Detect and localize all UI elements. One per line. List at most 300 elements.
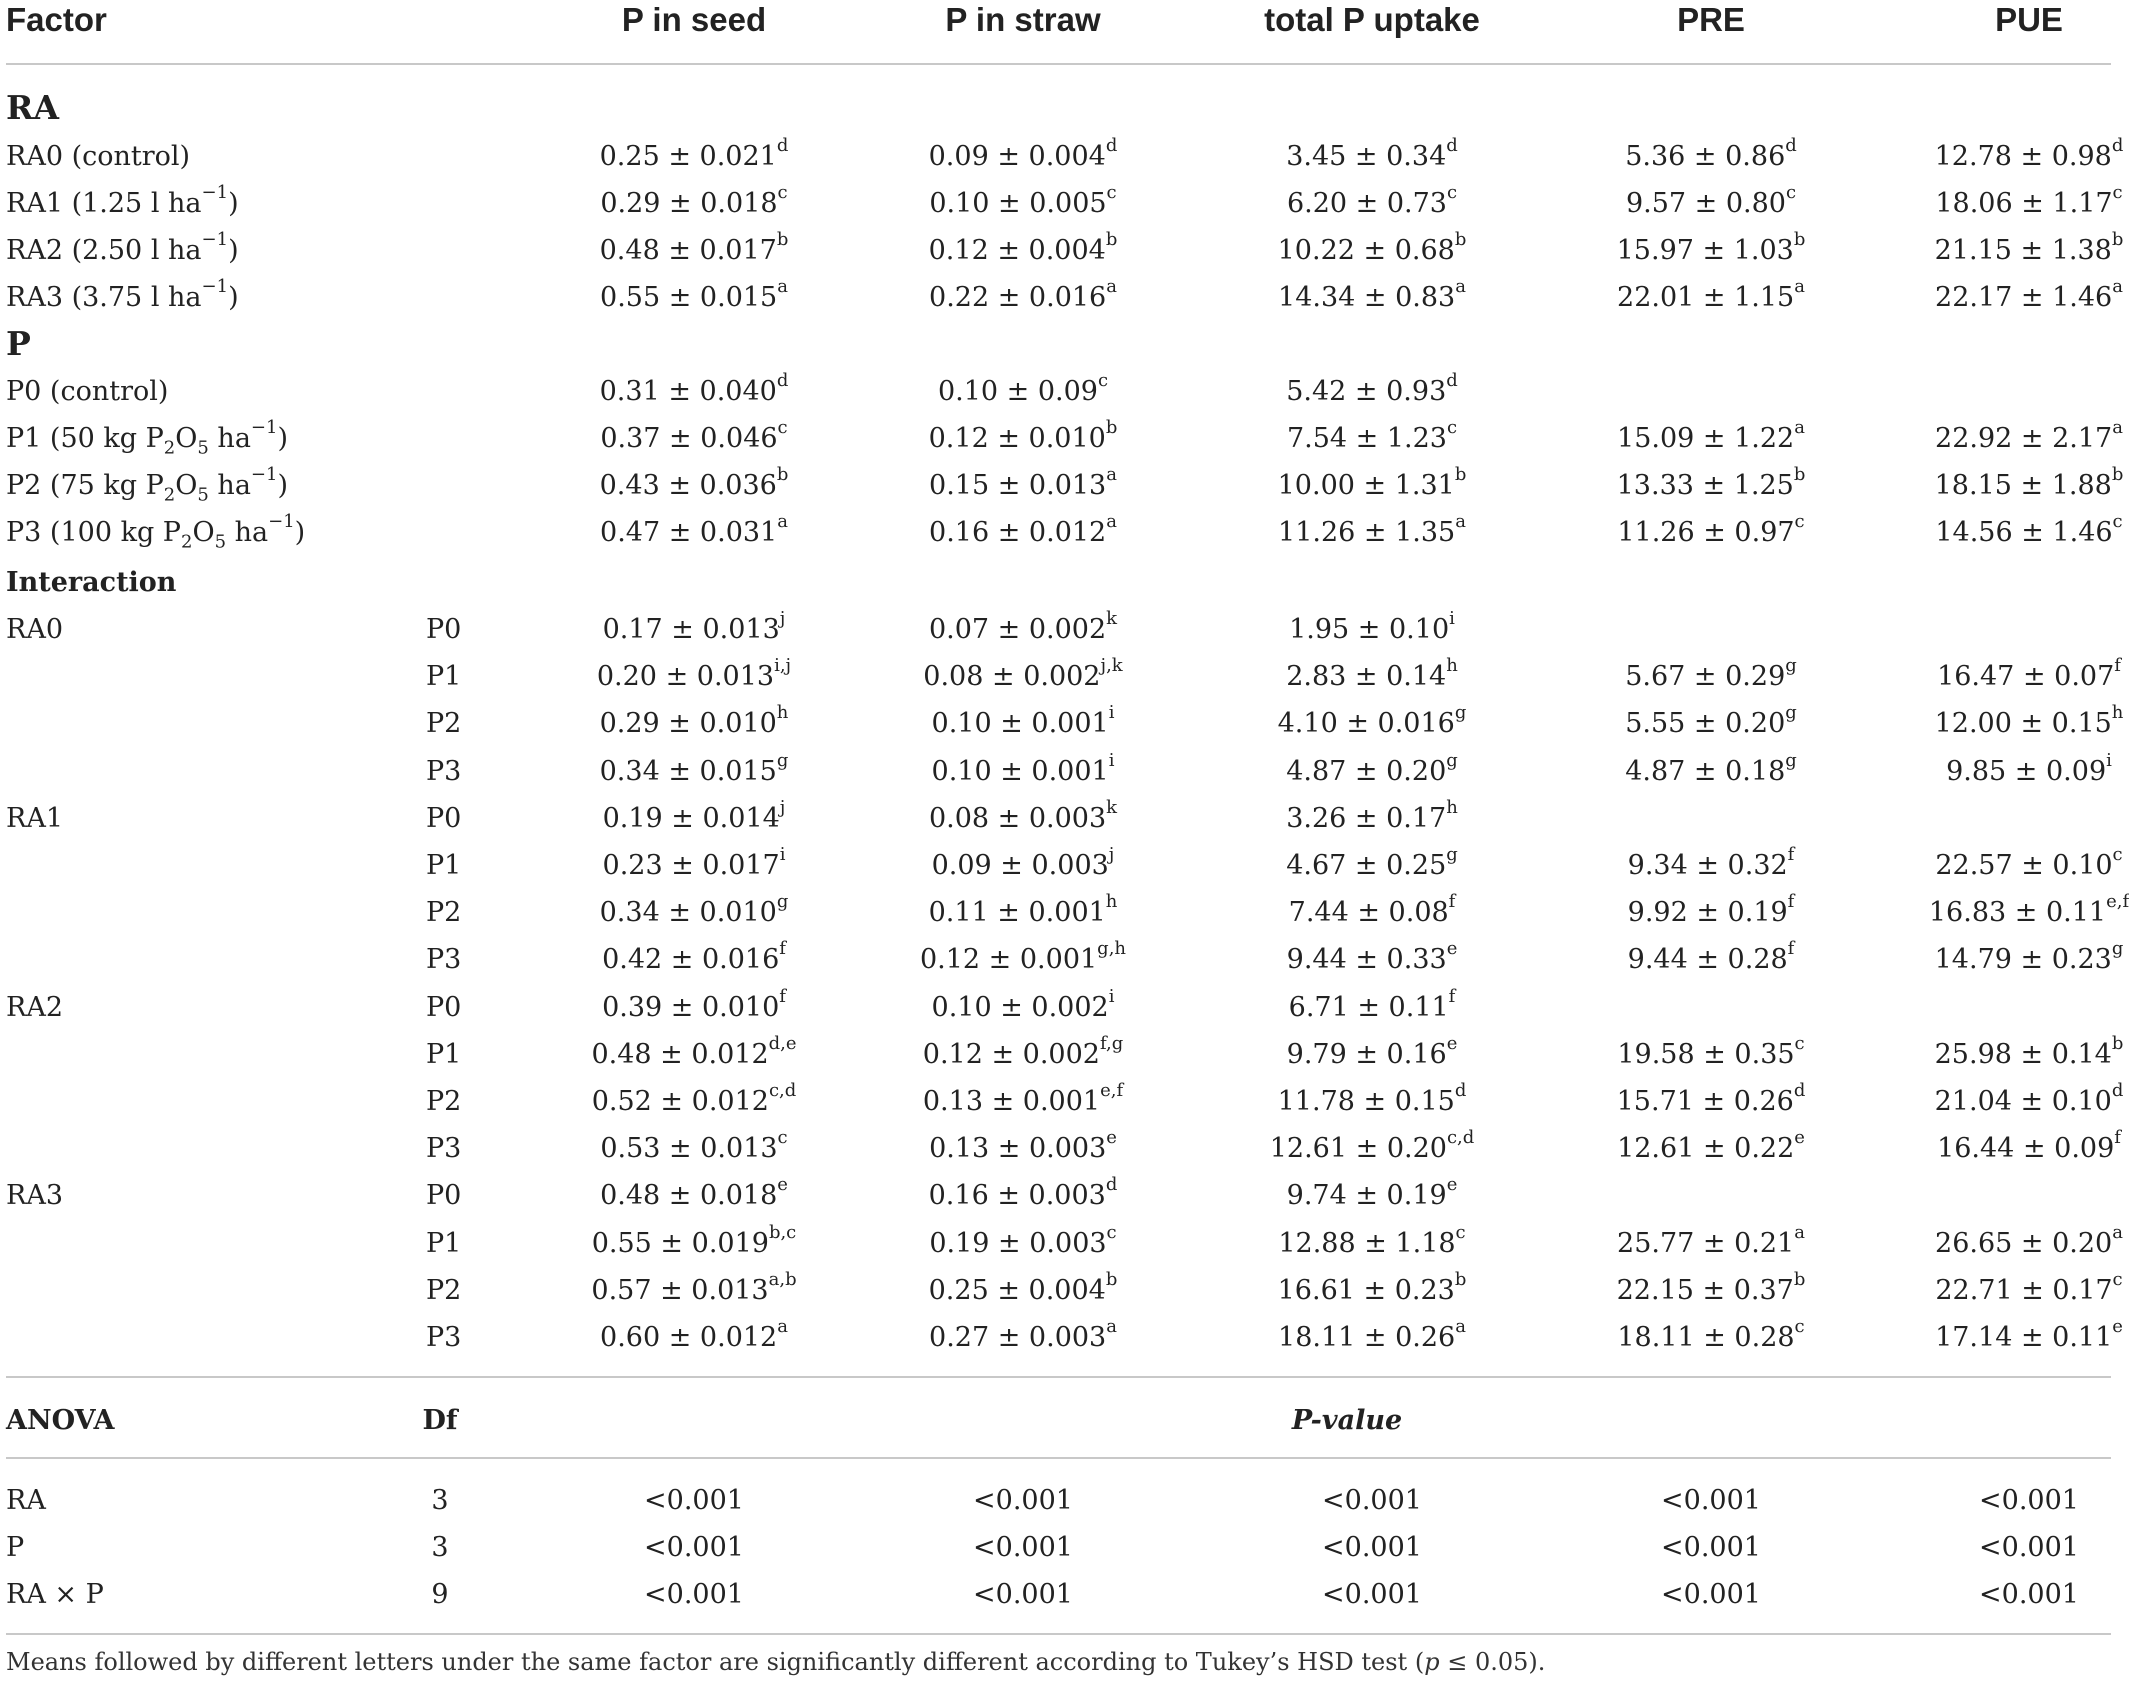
cell-total — [1286, 133, 1458, 180]
cell-pue — [1935, 509, 2122, 556]
interaction-row — [0, 842, 2123, 889]
value: 0.22 ± 0.016 — [929, 282, 1107, 313]
cell-straw — [932, 984, 1115, 1031]
label-text-mid: O — [175, 423, 198, 454]
value: 16.47 ± 0.07 — [1937, 661, 2115, 693]
value: 10.22 ± 0.68 — [1277, 235, 1455, 266]
significance-letter: j — [1108, 844, 1115, 865]
significance-letter: d — [1446, 135, 1458, 156]
anova-pvalue-total: <0.001 — [1322, 1485, 1422, 1516]
row-label — [6, 133, 190, 180]
cell-pue — [1935, 700, 2124, 747]
cell-total — [1278, 274, 1466, 321]
ra-level: RA2 — [6, 991, 64, 1023]
cell-pue — [1935, 180, 2122, 227]
cell-pre — [1626, 180, 1796, 227]
significance-letter: e — [1794, 1127, 1805, 1149]
cell-seed — [592, 1220, 797, 1267]
cell-seed — [592, 1078, 797, 1125]
cell-total — [1278, 462, 1467, 509]
bottom-rule — [6, 1633, 2111, 1635]
footnote-text-end: ≤ 0.05). — [1439, 1648, 1546, 1676]
value: 0.29 ± 0.010 — [599, 708, 777, 740]
significance-letter: d — [2111, 135, 2124, 156]
p-level: P0 — [426, 1180, 462, 1212]
cell-straw — [929, 509, 1117, 556]
significance-letter: j — [779, 608, 786, 629]
cell-total — [1287, 415, 1457, 462]
value: 0.08 ± 0.002 — [923, 661, 1101, 693]
header-pue: PUE — [1995, 1, 2063, 38]
cell-pre — [1617, 274, 1805, 321]
significance-letter: i,j — [774, 655, 792, 677]
anova-source: RA — [6, 1485, 46, 1516]
cell-pue — [1929, 889, 2129, 936]
value: 4.67 ± 0.25 — [1286, 850, 1447, 881]
cell-total — [1278, 1220, 1465, 1267]
value: 7.54 ± 1.23 — [1286, 423, 1447, 454]
p-row — [0, 415, 2123, 462]
value: 12.61 ± 0.22 — [1617, 1133, 1795, 1165]
significance-letter: f,g — [1099, 1032, 1124, 1054]
anova-source: P — [6, 1532, 25, 1563]
interaction-row — [0, 1314, 2123, 1361]
cell-seed — [603, 795, 786, 842]
row-label — [6, 509, 305, 556]
significance-letter: g,h — [1097, 938, 1127, 960]
significance-letter: f — [779, 985, 786, 1007]
value: 0.15 ± 0.013 — [929, 470, 1107, 501]
value: 0.12 ± 0.001 — [919, 944, 1098, 976]
label-text: P2 (75 kg P — [6, 470, 164, 501]
cell-seed — [600, 1314, 788, 1361]
ra-row — [0, 274, 2123, 321]
cell-pue — [1935, 1031, 2124, 1078]
value: 4.10 ± 0.016 — [1277, 708, 1455, 740]
significance-letter: d — [1785, 135, 1797, 156]
label-text-tail: ha — [226, 517, 269, 548]
significance-letter: e — [1446, 938, 1458, 960]
anova-row — [0, 1571, 2117, 1618]
interaction-row — [0, 653, 2121, 700]
significance-letter: b — [2111, 1032, 2124, 1054]
label-text: P3 (100 kg P — [6, 517, 181, 548]
cell-straw — [929, 180, 1116, 227]
label-subscript: 5 — [214, 531, 227, 553]
value: 22.17 ± 1.46 — [1935, 282, 2113, 313]
anova-df: 9 — [431, 1579, 449, 1610]
value: 14.79 ± 0.23 — [1934, 944, 2112, 976]
value: 22.71 ± 0.17 — [1935, 1274, 2113, 1306]
significance-letter: h — [2111, 702, 2124, 724]
cell-pre — [1628, 842, 1795, 889]
value: 0.13 ± 0.003 — [929, 1133, 1107, 1165]
cell-pre — [1617, 1031, 1804, 1078]
p-level: P1 — [426, 1227, 462, 1259]
header-p-in-seed: P in seed — [621, 1, 767, 38]
significance-letter: b — [1454, 229, 1467, 250]
anova-pvalue-pre: <0.001 — [1661, 1579, 1761, 1610]
interaction-row — [0, 936, 2124, 983]
value: 16.83 ± 0.11 — [1928, 897, 2107, 929]
significance-letter: b — [1105, 1268, 1118, 1290]
significance-letter: a — [2112, 276, 2123, 297]
significance-letter: a — [1794, 417, 1805, 438]
cell-total — [1278, 700, 1467, 747]
label-text-mid: O — [192, 517, 215, 548]
cell-pre — [1617, 415, 1805, 462]
value: 0.12 ± 0.004 — [928, 235, 1106, 266]
significance-letter: g — [1446, 749, 1458, 771]
cell-pue — [1935, 415, 2123, 462]
anova-pvalue-pre: <0.001 — [1661, 1532, 1761, 1563]
significance-letter: f — [1448, 891, 1456, 913]
value: 11.26 ± 1.35 — [1278, 517, 1456, 548]
interaction-row — [0, 889, 2129, 936]
cell-seed — [600, 180, 787, 227]
value: 0.43 ± 0.036 — [599, 470, 777, 501]
anova-pvalue-pue: <0.001 — [1979, 1579, 2079, 1610]
significance-letter: f — [1787, 938, 1795, 960]
cell-straw — [923, 1031, 1123, 1078]
cell-straw — [929, 227, 1118, 274]
significance-letter: b — [776, 229, 789, 250]
cell-pre — [1617, 1220, 1805, 1267]
significance-letter: e — [2112, 1316, 2123, 1337]
value: 0.29 ± 0.018 — [600, 188, 778, 219]
cell-pue — [1935, 842, 2122, 889]
cell-seed — [600, 368, 789, 415]
cell-straw — [932, 700, 1115, 747]
cell-total — [1278, 227, 1467, 274]
header-factor: Factor — [6, 1, 107, 38]
significance-letter: a — [777, 511, 788, 532]
label-superscript: −1 — [201, 229, 229, 250]
interaction-row — [0, 795, 2117, 842]
significance-letter: c — [2112, 182, 2123, 203]
value: 18.11 ± 0.28 — [1617, 1322, 1795, 1353]
significance-letter: a — [2112, 417, 2123, 438]
ra-row — [0, 180, 2123, 227]
label-superscript: −1 — [201, 182, 229, 203]
significance-letter: i — [779, 844, 786, 865]
ra-level: RA0 — [6, 614, 64, 645]
significance-letter: c — [1785, 182, 1797, 203]
significance-letter: a — [777, 276, 788, 297]
value: 0.34 ± 0.010 — [599, 897, 777, 929]
significance-letter: c — [2112, 1268, 2123, 1290]
significance-letter: b — [1454, 464, 1467, 485]
cell-seed — [602, 936, 786, 983]
interaction-row — [0, 1078, 2124, 1125]
p-level: P3 — [426, 1133, 462, 1165]
p-level: P2 — [426, 1086, 462, 1117]
value: 6.20 ± 0.73 — [1286, 188, 1447, 219]
value: 0.57 ± 0.013 — [591, 1274, 769, 1306]
label-text-tail: ha — [208, 423, 251, 454]
row-label — [6, 227, 239, 274]
p-level: P1 — [426, 1038, 462, 1070]
cell-straw — [929, 1125, 1117, 1172]
cell-straw — [929, 889, 1118, 936]
significance-letter: k — [1106, 796, 1118, 818]
significance-letter: a — [1455, 511, 1466, 532]
cell-total — [1286, 368, 1458, 415]
significance-letter: a — [1106, 1316, 1117, 1337]
significance-letter: c — [1794, 1032, 1805, 1054]
significance-letter: e — [1106, 1127, 1117, 1149]
significance-letter: i — [2106, 749, 2112, 771]
interaction-row — [0, 984, 2117, 1031]
value: 0.55 ± 0.015 — [600, 282, 778, 313]
anova-row — [0, 1477, 2117, 1524]
value: 16.44 ± 0.09 — [1937, 1133, 2115, 1165]
significance-letter: d — [1446, 370, 1458, 391]
value: 18.15 ± 1.88 — [1934, 470, 2112, 501]
cell-pue — [1935, 1078, 2124, 1125]
value: 0.07 ± 0.002 — [928, 614, 1107, 645]
significance-letter: c — [2112, 511, 2123, 532]
interaction-row — [0, 1172, 2117, 1219]
cell-pue — [1935, 1220, 2123, 1267]
significance-letter: c — [1446, 417, 1458, 438]
label-text: RA1 (1.25 l ha — [6, 188, 202, 219]
anova-pvalue-pue: <0.001 — [1979, 1532, 2079, 1563]
cell-straw — [929, 1314, 1117, 1361]
anova-pvalue-straw: <0.001 — [973, 1532, 1073, 1563]
value: 12.61 ± 0.20 — [1269, 1133, 1447, 1165]
cell-total — [1286, 748, 1458, 795]
significance-letter: j,k — [1100, 655, 1123, 677]
significance-letter: i — [1449, 608, 1455, 629]
cell-pre — [1625, 748, 1797, 795]
value: 22.92 ± 2.17 — [1935, 423, 2113, 454]
cell-straw — [929, 1172, 1118, 1219]
label-text: RA2 (2.50 l ha — [6, 235, 202, 266]
value: 22.15 ± 0.37 — [1616, 1274, 1794, 1306]
cell-total — [1278, 1314, 1466, 1361]
significance-letter: c,d — [1446, 1127, 1475, 1149]
cell-seed — [597, 653, 791, 700]
value: 9.79 ± 0.16 — [1286, 1038, 1447, 1070]
significance-letter: b — [1105, 417, 1118, 438]
interaction-row — [0, 1125, 2121, 1172]
significance-letter: b — [1793, 229, 1806, 250]
table-header — [0, 0, 2117, 62]
significance-letter: k — [1106, 608, 1118, 629]
p-row — [0, 509, 2123, 556]
value: 13.33 ± 1.25 — [1616, 470, 1794, 501]
value: 0.10 ± 0.09 — [937, 376, 1098, 407]
value: 2.83 ± 0.14 — [1286, 661, 1447, 693]
anova-pvalue-pre: <0.001 — [1661, 1485, 1761, 1516]
significance-letter: a — [2112, 1221, 2123, 1243]
anova-header — [0, 1397, 2117, 1444]
cell-pue — [1946, 748, 2112, 795]
cell-seed — [600, 133, 789, 180]
significance-letter: g — [1785, 749, 1797, 771]
value: 9.92 ± 0.19 — [1627, 897, 1788, 929]
cell-seed — [603, 606, 786, 653]
label-subscript: 2 — [163, 484, 176, 506]
significance-letter: c — [1446, 182, 1458, 203]
value: 18.11 ± 0.26 — [1278, 1322, 1456, 1353]
value: 9.57 ± 0.80 — [1625, 188, 1786, 219]
significance-letter: f — [1787, 891, 1795, 913]
cell-pre — [1628, 889, 1795, 936]
value: 0.47 ± 0.031 — [600, 517, 778, 548]
significance-letter: b,c — [768, 1221, 797, 1243]
value: 0.10 ± 0.005 — [929, 188, 1107, 219]
value: 0.48 ± 0.018 — [600, 1180, 778, 1212]
value: 11.26 ± 0.97 — [1617, 517, 1795, 548]
cell-pre — [1625, 653, 1797, 700]
significance-letter: h — [1446, 796, 1458, 818]
value: 21.04 ± 0.10 — [1934, 1086, 2112, 1117]
label-superscript: −1 — [250, 417, 278, 438]
cell-seed — [591, 1031, 796, 1078]
value: 0.16 ± 0.012 — [929, 517, 1107, 548]
significance-letter: a — [1106, 276, 1117, 297]
cell-straw — [929, 274, 1117, 321]
significance-letter: g — [776, 891, 789, 913]
p-level: P0 — [426, 802, 462, 834]
row-label — [6, 415, 288, 462]
cell-seed — [600, 274, 788, 321]
value: 0.16 ± 0.003 — [928, 1180, 1106, 1212]
significance-letter: h — [776, 702, 789, 724]
p-level: P0 — [426, 614, 462, 645]
value: 6.71 ± 0.11 — [1288, 991, 1449, 1023]
significance-letter: d — [1454, 1080, 1467, 1101]
anova-pvalue-total: <0.001 — [1322, 1579, 1422, 1610]
significance-letter: c — [1455, 1221, 1466, 1243]
cell-total — [1289, 889, 1456, 936]
value: 14.56 ± 1.46 — [1935, 517, 2113, 548]
value: 26.65 ± 0.20 — [1935, 1227, 2113, 1259]
value: 10.00 ± 1.31 — [1277, 470, 1455, 501]
cell-total — [1278, 1078, 1467, 1125]
cell-pue — [1935, 1267, 2122, 1314]
header-total-p-uptake: total P uptake — [1264, 1, 1480, 38]
value: 0.13 ± 0.001 — [922, 1086, 1101, 1117]
anova-row — [0, 1524, 2117, 1571]
footnote-p-symbol: p — [1424, 1648, 1440, 1676]
label-subscript: 5 — [197, 437, 209, 459]
ra-level: RA1 — [6, 802, 64, 834]
cell-total — [1286, 842, 1458, 889]
p-level: P3 — [426, 944, 462, 976]
p-row — [0, 462, 2124, 509]
cell-seed — [591, 1267, 796, 1314]
value: 11.78 ± 0.15 — [1277, 1086, 1455, 1117]
cell-total — [1286, 795, 1458, 842]
cell-seed — [600, 700, 789, 747]
value: 22.01 ± 1.15 — [1617, 282, 1795, 313]
value: 0.25 ± 0.004 — [928, 1274, 1106, 1306]
cell-total — [1278, 509, 1466, 556]
cell-straw — [938, 368, 1108, 415]
significance-letter: f — [2114, 655, 2121, 677]
interaction-row — [0, 700, 2124, 747]
anova-header-rule — [6, 1457, 2111, 1459]
label-text-end: ) — [277, 423, 289, 454]
significance-letter: f — [2114, 1127, 2121, 1149]
cell-pue — [1937, 653, 2121, 700]
cell-straw — [929, 462, 1117, 509]
significance-letter: a — [1455, 1316, 1466, 1337]
label-subscript: 5 — [197, 484, 209, 506]
interaction-row — [0, 748, 2117, 795]
row-label — [6, 462, 288, 509]
label-text-end: ) — [228, 235, 239, 266]
anova-pvalue-total: <0.001 — [1322, 1532, 1422, 1563]
value: 0.12 ± 0.010 — [928, 423, 1106, 454]
label-text-end: ) — [228, 282, 239, 313]
significance-letter: g — [2111, 938, 2124, 960]
value: 0.37 ± 0.046 — [600, 423, 778, 454]
significance-letter: a — [1455, 276, 1466, 297]
value: 9.44 ± 0.28 — [1627, 944, 1788, 976]
label-text-mid: O — [175, 470, 198, 501]
significance-letter: c — [1106, 182, 1117, 203]
cell-seed — [600, 227, 789, 274]
value: 5.36 ± 0.86 — [1625, 141, 1786, 172]
label-subscript: 2 — [180, 531, 193, 553]
significance-letter: d — [1105, 1174, 1118, 1196]
value: 0.55 ± 0.019 — [591, 1227, 769, 1259]
label-text: P1 (50 kg P — [6, 423, 164, 454]
value: 15.09 ± 1.22 — [1617, 423, 1795, 454]
value: 0.53 ± 0.013 — [600, 1133, 778, 1165]
cell-pre — [1617, 227, 1806, 274]
value: 0.42 ± 0.016 — [602, 944, 780, 976]
significance-letter: i — [1108, 702, 1115, 724]
cell-total — [1278, 1267, 1467, 1314]
ra-level: RA3 — [6, 1180, 64, 1212]
value: 16.61 ± 0.23 — [1277, 1274, 1455, 1306]
significance-letter: e,f — [2106, 891, 2129, 913]
ra-row — [0, 227, 2124, 274]
anova-pvalue-seed: <0.001 — [644, 1485, 744, 1516]
significance-letter: d — [1105, 135, 1118, 156]
p-level: P2 — [426, 708, 462, 740]
anova-pvalue-straw: <0.001 — [973, 1579, 1073, 1610]
section-interaction — [0, 559, 2117, 606]
value: 4.87 ± 0.20 — [1286, 755, 1447, 787]
interaction-row — [0, 1031, 2124, 1078]
row-label — [6, 368, 168, 415]
value: 21.15 ± 1.38 — [1934, 235, 2112, 266]
header-p-in-straw: P in straw — [945, 1, 1101, 38]
cell-seed — [600, 1172, 788, 1219]
cell-pre — [1617, 1078, 1806, 1125]
value: 7.44 ± 0.08 — [1288, 897, 1449, 929]
value: 15.97 ± 1.03 — [1616, 235, 1794, 266]
p-level: P1 — [426, 661, 462, 693]
value: 18.06 ± 1.17 — [1935, 188, 2113, 219]
cell-straw — [929, 606, 1117, 653]
anova-pvalue-pue: <0.001 — [1979, 1485, 2079, 1516]
anova-pvalue-seed: <0.001 — [644, 1579, 744, 1610]
anova-pvalue-header: P-value — [1291, 1405, 1403, 1436]
value: 0.08 ± 0.003 — [928, 802, 1107, 834]
cell-total — [1289, 984, 1456, 1031]
cell-total — [1287, 180, 1457, 227]
section-interaction-title: Interaction — [6, 567, 177, 598]
cell-straw — [923, 653, 1122, 700]
value: 4.87 ± 0.18 — [1625, 755, 1786, 787]
